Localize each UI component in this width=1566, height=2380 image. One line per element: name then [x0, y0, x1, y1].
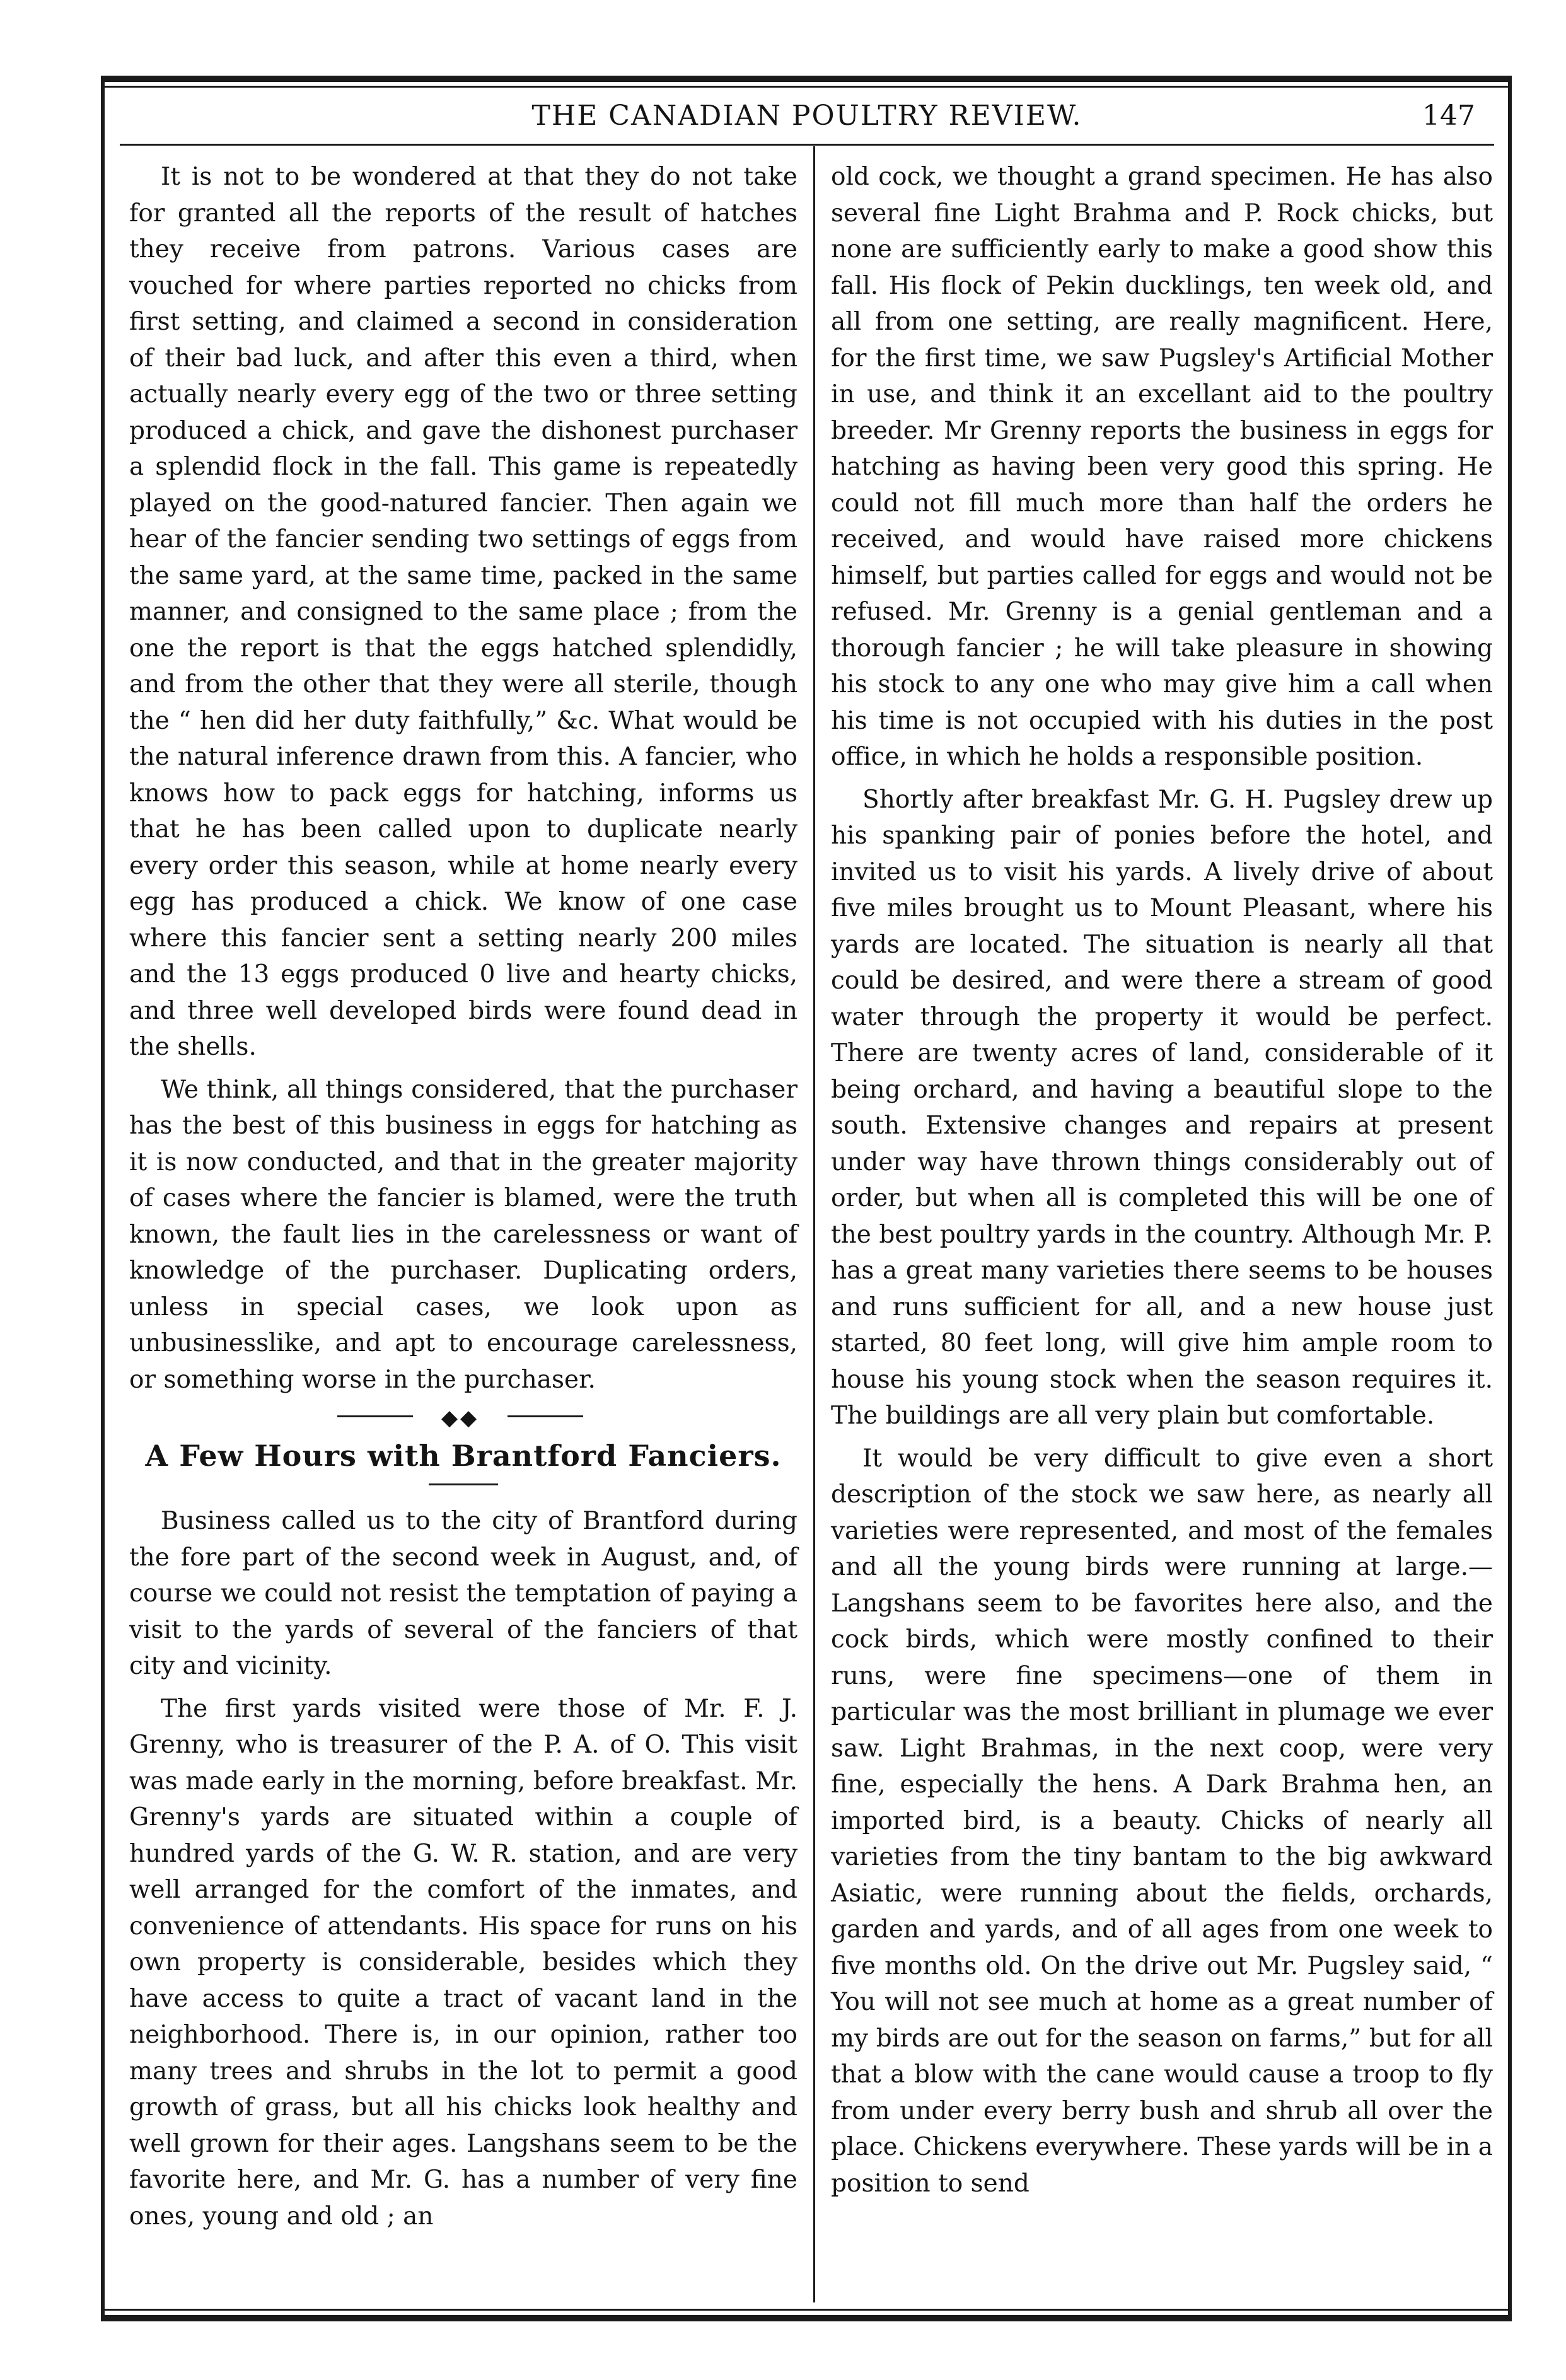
bottom-border-thin	[101, 2309, 1512, 2311]
ornament-line-right	[508, 1415, 583, 1417]
right-column	[831, 159, 1493, 2208]
right-paragraph-3: It would be very difficult to give even a short description of the stock we saw here, as nearly all varieties were represented, and most of the females and all the young birds were running at large.— Langshans seem to be favorites here also, and the cock birds, which were mostly confined to their runs, were fine specimens—one of them in particular was the most brilliant in plumage we ever saw. Light Brahmas, in the next coop, were very fine, especially the hens. A Dark Brahma hen, an imported bird, is a beauty. Chicks of nearly all varieties from the tiny bantam to the big awkward Asiatic, were running about the fields, orchards, garden and yards, and of all ages from one week to five months old. On the drive out Mr. Pugsley said, “ You will not see much at home as a great number of my birds are out for the season on farms,” but for all that a blow with the cane would cause a troop to fly from under every berry bush and shrub all over the place. Chickens everywhere. These yards will be in a position to send	[831, 1444, 1493, 2198]
left-paragraph-4: The first yards visited were those of Mr. F. J. Grenny, who is treasurer of the P. A. of O. This visit was made early in the morning, before breakfast. Mr. Grenny's yards are situated within a couple of hundred yards of the G. W. R. station, and are very well arranged for the comfort of the inmates, and convenience of attendants. His space for runs on his own property is considerable, besides which they have access to quite a tract of vacant land in the neighborhood. There is, in our opinion, rather too many trees and shrubs in the lot to permit a good growth of grass, but all his chicks look healthy and well grown for their ages. Langshans seem to be the favorite here, and Mr. G. has a number of very fine ones, young and old ; an	[129, 1694, 798, 2231]
section-ornament	[129, 1405, 798, 1431]
header-rule	[120, 144, 1494, 146]
left-paragraph-3: Business called us to the city of Brantford during the fore part of the second week in August, and, of course we could not resist the temptation of paying a visit to the yards of several of the fanciers of that city and vicinity.	[129, 1507, 798, 1680]
left-column	[129, 159, 798, 2241]
article-title: A Few Hours with Brantford Fanciers.	[145, 1439, 782, 1473]
bottom-border-thick	[101, 2315, 1512, 2321]
right-paragraph-1: old cock, we thought a grand specimen. He has also several fine Light Brahma and P. Rock chicks, but none are sufficiently early to make a good show this fall. His flock of Pekin ducklings, ten week old, and all from one setting, are really magnificent. Here, for the first time, we saw Pugsley's Artificial Mother in use, and think it an excellant aid to the poultry breeder. Mr Grenny reports the business in eggs for hatching as having been very good this spring. He could not fill much more than half the orders he received, and would have raised more chickens himself, but parties called for eggs and would not be refused. Mr. Grenny is a genial gentleman and a thorough fancier ; he will take pleasure in showing his stock to any one who may give him a call when his time is not occupied with his duties in the post office, in which he holds a responsible position.	[831, 163, 1493, 771]
ornament-glyph: ◆◆	[441, 1405, 480, 1431]
page-number: 147	[1422, 100, 1475, 132]
left-paragraph-2: We think, all things considered, that the purchaser has the best of this business in eggs for hatching as it is now conducted, and that in the greater majority of cases where the fancier is blamed, were the truth known, the fault lies in the carelessness or want of knowledge of the purchaser. Duplicating orders, unless in special cases, we look upon as unbusinesslike, and apt to encourage carelessness, or something worse in the purchaser.	[129, 1075, 798, 1394]
right-paragraph-2: Shortly after breakfast Mr. G. H. Pugsley drew up his spanking pair of ponies before the hotel, and invited us to visit his yards. A lively drive of about five miles brought us to Mount Pleasant, where his yards are located. The situation is nearly all that could be desired, and were there a stream of good water through the property it would be perfect. There are twenty acres of land, considerable of it being orchard, and having a beautiful slope to the south. Extensive changes and repairs at present under way have thrown things considerably out of order, but when all is completed this will be one of the best poultry yards in the country. Although Mr. P. has a great many varieties there seems to be houses and runs sufficient for all, and a new house just started, 80 feet long, will give him ample room to house his young stock when the season requires it. The buildings are all very plain but comfortable.	[831, 785, 1493, 1430]
left-paragraph-1: It is not to be wondered at that they do not take for granted all the reports of the result of hatches they receive from patrons. Various cases are vouched for where parties reported no chicks from first setting, and claimed a second in consideration of their bad luck, and after this even a third, when actually nearly every egg of the two or three setting produced a chick, and gave the dishonest purchaser a splendid flock in the fall. This game is repeatedly played on the good-natured fancier. Then again we hear of the fancier sending two settings of eggs from the same yard, at the same time, packed in the same manner, and consigned to the same place ; from the one the report is that the eggs hatched splendidly, and from the other that they were all sterile, though the “ hen did her duty faithfully,” &c. What would be the natural inference drawn from this. A fancier, who knows how to pack eggs for hatching, informs us that he has been called upon to duplicate nearly every order this season, while at home nearly every egg has produced a chick. We know of one case where this fancier sent a setting nearly 200 miles and the 13 eggs produced 0 live and hearty chicks, and three well developed birds were found dead in the shells.	[129, 163, 798, 1061]
running-head	[120, 95, 1494, 144]
column-divider	[813, 146, 815, 2302]
journal-title: THE CANADIAN POULTRY REVIEW.	[531, 100, 1082, 132]
ornament-line-left	[337, 1415, 413, 1417]
title-underline	[429, 1483, 498, 1485]
